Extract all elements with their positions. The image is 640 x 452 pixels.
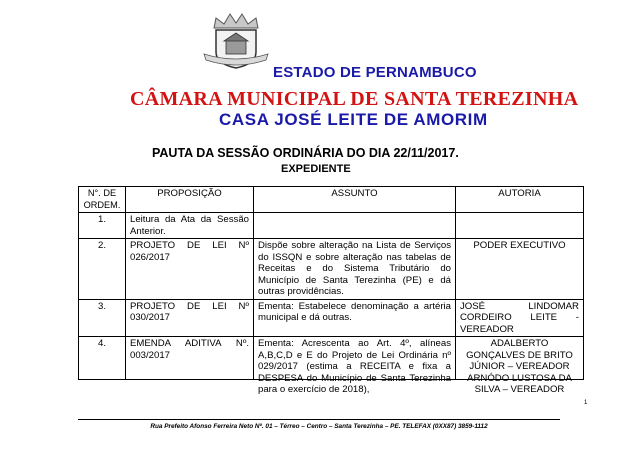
- row-subject: [254, 213, 456, 239]
- page-number: 1: [584, 400, 588, 406]
- row-number: 1.: [79, 213, 126, 239]
- header-proposal: PROPOSIÇÃO: [126, 187, 254, 213]
- header-subject: ASSUNTO: [254, 187, 456, 213]
- table-row: [79, 337, 584, 380]
- row-author: PODER EXECUTIVO: [456, 239, 584, 300]
- table-row: [79, 239, 584, 300]
- row-subject-cell: [254, 337, 456, 395]
- row-subject: Ementa: Estabelece denominação a artéria municipal e dá outras.: [254, 299, 456, 337]
- row-subject: Ementa: Acrescenta ao Art. 4º, alíneas A,B,C,D e E do Projeto de Lei Ordinária nº 029/2017 (estima a RECEITA e fixa a DESPESA do Município de Santa Terezinha para o exercício de 2018),: [258, 338, 451, 395]
- table-header-row: [79, 187, 584, 213]
- row-proposal: Leitura da Ata da Sessão Anterior.: [126, 213, 254, 239]
- row-proposal: EMENDA ADITIVA Nº. 003/2017: [126, 337, 254, 380]
- header-author: AUTORIA: [456, 187, 584, 213]
- row-author-cell: [456, 337, 584, 395]
- crown-shape: [214, 14, 258, 28]
- row-number: 3.: [79, 299, 126, 337]
- state-name: ESTADO DE PERNAMBUCO: [273, 64, 477, 81]
- table-row: [79, 213, 584, 239]
- agenda-title: PAUTA DA SESSÃO ORDINÁRIA DO DIA 22/11/2017.: [152, 146, 459, 160]
- house-name: CASA JOSÉ LEITE DE AMORIM: [219, 110, 488, 129]
- row-proposal: PROJETO DE LEI Nº 030/2017: [126, 299, 254, 337]
- footer-divider: [78, 419, 560, 420]
- section-title: EXPEDIENTE: [281, 163, 351, 175]
- row-subject: Dispõe sobre alteração na Lista de Serviços do ISSQN e sobre alteração nas tabelas de Receitas e do Sistema Tributário do Município de Santa Terezinha (PE) e dá outras providências.: [254, 239, 456, 300]
- header-number: N°. DE ORDEM.: [79, 187, 126, 213]
- row-author: JOSÉ LINDOMAR CORDEIRO LEITE - VEREADOR: [456, 299, 584, 337]
- row-number: 4.: [79, 337, 126, 380]
- table-row: [79, 299, 584, 337]
- footer-address: Rua Prefeito Afonso Ferreira Neto Nº. 01 – Térreo – Centro – Santa Terezinha – PE. TELEFAX (0XX87) 3859-1112: [150, 423, 488, 430]
- agenda-table: [78, 186, 584, 395]
- row-proposal: PROJETO DE LEI Nº 026/2017: [126, 239, 254, 300]
- row-number: 2.: [79, 239, 126, 300]
- chamber-name: CÂMARA MUNICIPAL DE SANTA TEREZINHA: [130, 88, 579, 110]
- municipal-seal-logo: [200, 8, 272, 70]
- building-shape: [226, 40, 246, 54]
- row-author: [456, 213, 584, 239]
- row-author: ADALBERTO GONÇALVES DE BRITO JÚNIOR – VEREADOR ARNÓDO LUSTOSA DA SILVA – VEREADOR: [466, 338, 573, 395]
